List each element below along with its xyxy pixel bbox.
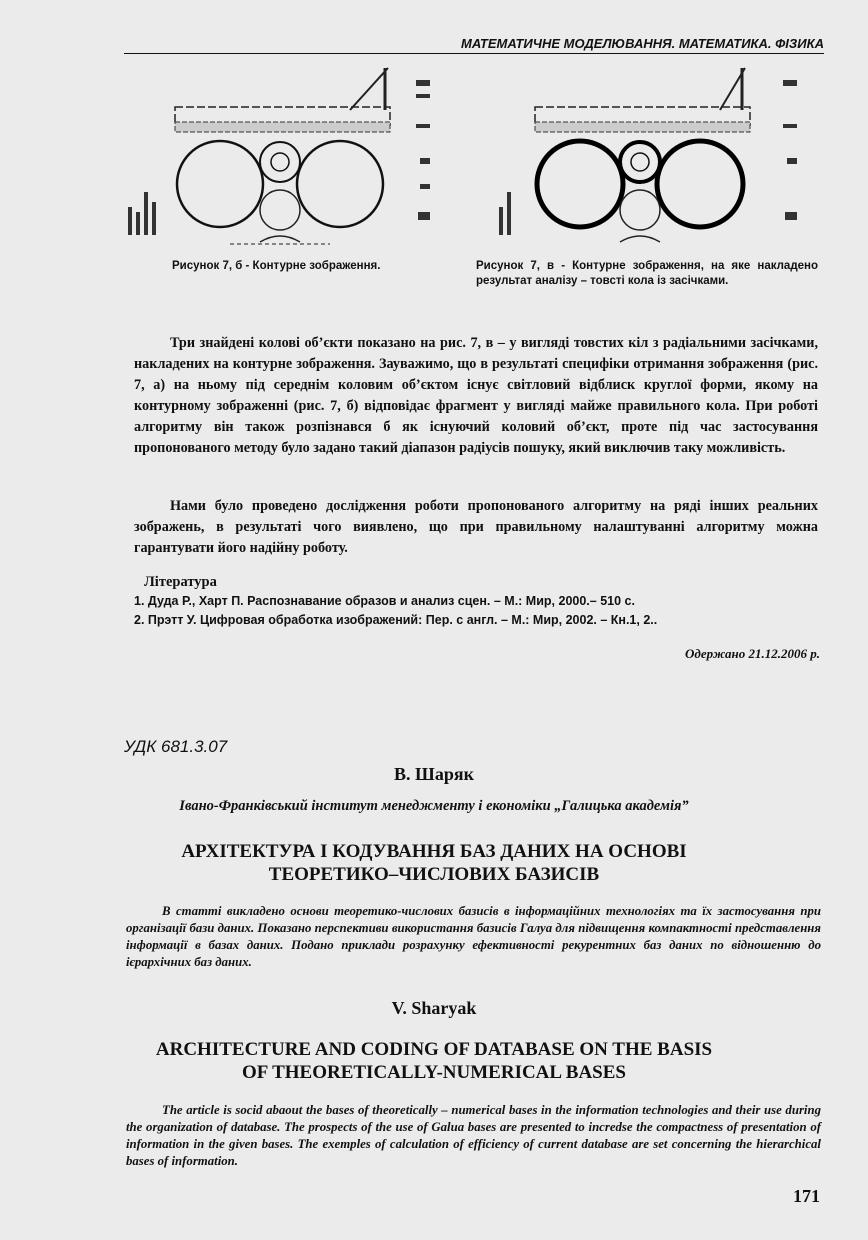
institute-name: Івано-Франківський інститут менеджменту і економіки „Галицька академія” (179, 798, 689, 814)
body-paragraph-1 (134, 333, 818, 459)
figure-7b-contour-image (120, 62, 440, 262)
abstract-ua: В статті викладено основи теоретико-числових базисів в інформаційних технологіях та їх застосування при організації бази даних. Показано перспективи використання базисів Галуа для підвищення компактності представлення інформації в базах даних. Подано приклади розрахунку ефективності рекурентних баз даних по відношенню до ієрархічних баз даних. (126, 904, 821, 969)
received-date: Одержано 21.12.2006 р. (685, 646, 820, 661)
running-title: МАТЕМАТИЧНЕ МОДЕЛЮВАННЯ. МАТЕМАТИКА. ФІЗИКА (461, 36, 824, 51)
figure-7c-caption: Рисунок 7, в - Контурне зображення, на яке накладено результат аналізу – товсті кола із засічками. (476, 260, 818, 287)
author-en: V. Sharyak (391, 998, 477, 1018)
running-header (124, 36, 824, 54)
page-number: 171 (793, 1186, 820, 1206)
title-ua-line-1: АРХІТЕКТУРА І КОДУВАННЯ БАЗ ДАНИХ НА ОСНОВІ (181, 841, 687, 862)
udk-code: УДК 681.3.07 (124, 737, 228, 756)
references-title: Література (144, 574, 217, 590)
author-ua: В. Шаряк (394, 764, 474, 784)
paragraph-text: Нами було проведено дослідження роботи пропонованого алгоритму на ряді інших реальних зображень, в результаті чого виявлено, що при правильному налаштуванні алгоритму можна гарантувати його надійну роботу. (134, 498, 818, 556)
references-section (134, 573, 824, 630)
reference-item: 1. Дуда Р., Харт П. Распознавание образов и анализ сцен. – М.: Мир, 2000.– 510 с. (134, 594, 635, 608)
abstract-en: The article is socid abaout the bases of theoretically – numerical bases in the information technologies and their use during the organization of database. The prospects of the use of Galua bases are presented to incredse the compactness of presentation of information in the given bases. The exemples of calculation of efficiency of current database are set concerning the hierarchical bases of information. (126, 1103, 821, 1168)
title-en-line-2: OF THEORETICALLY-NUMERICAL BASES (242, 1062, 626, 1083)
title-ua (0, 840, 868, 886)
figure-7c-contour-with-circles (495, 62, 815, 262)
reference-item: 2. Прэтт У. Цифровая обработка изображений: Пер. с англ. – М.: Мир, 2002. – Кн.1, 2.. (134, 613, 658, 627)
figure-7b-caption: Рисунок 7, б - Контурне зображення. (172, 260, 381, 272)
title-en-line-1: ARCHITECTURE AND CODING OF DATABASE ON THE BASIS (155, 1039, 713, 1060)
title-ua-line-2: ТЕОРЕТИКО–ЧИСЛОВИХ БАЗИСІВ (268, 864, 600, 885)
paragraph-text: Три знайдені колові об’єкти показано на рис. 7, в – у вигляді товстих кіл з радіальними засічками, накладених на контурне зображення. Зауважимо, що в результаті специфіки отримання зображення (рис. 7, а) на ньому під середнім коловим об’єктом існує світловий відблиск круглої форми, якому на контурному зображенні (рис. 7, б) відповідає фрагмент у вигляді майже правильного кола. При роботі алгоритму він також розпізнався б як існуючий коловий об’єкт, проте під час застосування пропонованого методу було задано такий діапазон радіусів пошуку, який виключив таку можливість. (134, 335, 818, 456)
body-paragraph-2 (134, 496, 818, 559)
title-en (0, 1038, 868, 1084)
